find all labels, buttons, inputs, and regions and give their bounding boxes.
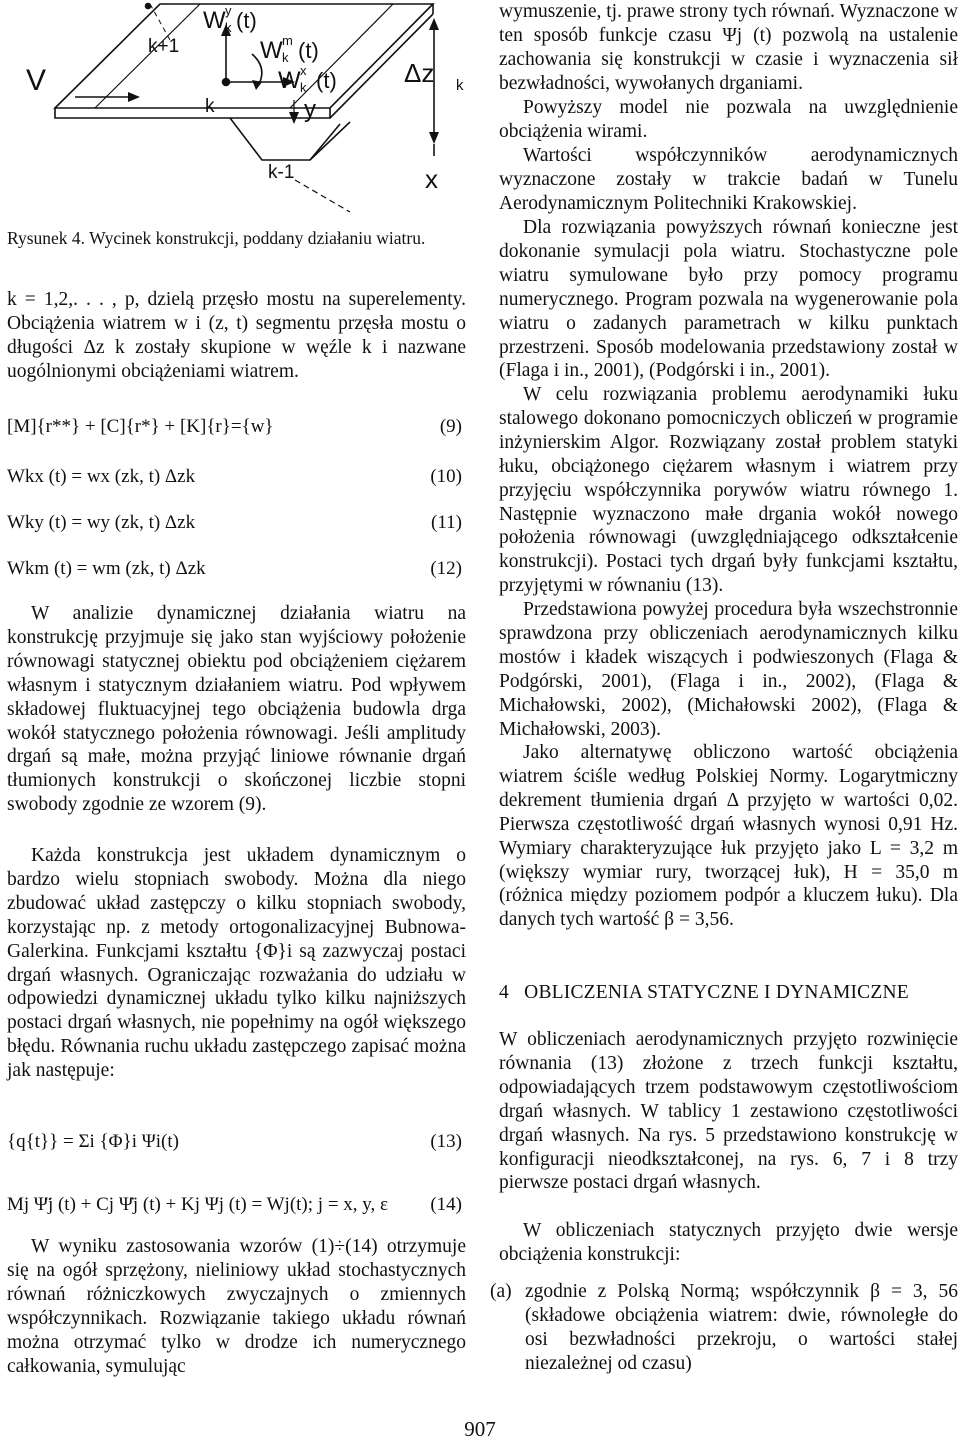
right-paragraph-4: Dla rozwiązania powyższych równań konieczne jest dokonanie symulacji pola wiatru. Stochastyczne pole wiatru symulowane było przy pomocy programu numerycznego. Program pozwala na wygenerowanie pola wiatru o zadanych parametrach w kilku punktach przestrzeni. Sposób modelowania przedstawiony został w (Flaga i in., 2001), (Podgórski i in., 2001). — [499, 217, 958, 382]
right-paragraph-5: W celu rozwiązania problemu aerodynamiki łuku stalowego dokonano pomocniczych obliczeń w programie inżynierskim Algor. Rozwiązany został problem statyki łuku, obciążonego ciężarem własnym i wiatrem przy przyjęciu współczynnika porywów wiatru równego 1. Następnie wyznaczono małe drgania wokół nowego położenia równowagi (uwzględniającego odkształcenie konstrukcji). Postaci tych drgań były funkcjami kształtu, przyjętymi w równaniu (13). — [499, 384, 958, 597]
list-item-a-label: (a) — [490, 1281, 512, 1302]
label-k-minus-1: k-1 — [268, 162, 295, 183]
svg-text:W: W — [203, 7, 226, 34]
right-paragraph-2: Powyższy model nie pozwala na uwzględnienie obciążenia wirami. — [499, 97, 958, 142]
svg-text:k: k — [282, 50, 289, 65]
bridge-segment-figure — [0, 0, 480, 215]
delta-z-label: Δz — [404, 58, 435, 88]
left-paragraph-2: W analizie dynamicznej działania wiatru na konstrukcję przyjmuje się jako stan wyjściowy położenie równowagi statycznej obiektu pod obciążeniem ciężarem własnym i statycznym działaniem wiatru. Pod wpływem składowej fluktuacyjnej tego obciążenia budowla drga wokół statycznego położenia równowagi. Jeśli amplitudy drgań są małe, można przyjąć liniowe równanie drgań tłumionych konstrukcji o skończonej liczbie stopni swobody zgodnie ze wzorem (9). — [7, 603, 466, 816]
left-paragraph-3: Każda konstrukcja jest układem dynamicznym o bardzo wielu stopniach swobody. Można dla niego zbudować układ zastępczy o kilku stopniach swobody, korzystając np. z metody ortogonalizacyjnej Bubnowa-Galerkina. Funkcjami kształtu {Φ}i są zazwyczaj postaci drgań własnych. Ograniczając rozważania do udziału w odpowiedzi dynamicznej układu tylko kilku najniższych postaci drgań własnych, nie popełnimy na ogół większego błędu. Równania ruchu układu zastępczego zapisać można jak następuje: — [7, 845, 466, 1082]
deck-front-edge — [55, 108, 330, 118]
svg-text:k: k — [456, 77, 464, 94]
svg-text:m: m — [282, 33, 293, 48]
equation-13: {q{t}} = Σi {Φ}i Ψi(t) (13) — [7, 1131, 462, 1152]
axis-y-label: y — [304, 96, 316, 123]
equation-14: Mj Ψ̈j (t) + Cj Ψ̇j (t) + Kj Ψj (t) = Wj(t); j = x, y, ε (14) — [7, 1194, 462, 1215]
girder-cross-section — [230, 118, 340, 160]
label-k-plus-1: k+1 — [148, 36, 180, 57]
equation-12: Wkm (t) = wm (zk, t) Δzk (12) — [7, 558, 462, 579]
right-paragraph-3: Wartości współczynników aerodynamicznych wyznaczone zostały w trakcie badań w Tunelu Aerodynamicznym Politechniki Krakowskiej. — [499, 145, 958, 214]
svg-text:(t): (t) — [316, 68, 337, 93]
right-paragraph-7: Jako alternatywę obliczono wartość obciążenia wiatrem ściśle według Polskiej Normy. Logarytmiczny dekrement tłumienia drgań Δ przyjęto w wartości 0,02. Pierwsza częstotliwość drgań własnych wynosi 0,91 Hz. Wymiary charakteryzujące łuk przyjęto jako L = 3,2 m (większy wymiar rury, tworzącej łuk), H = 35,0 m (różnica między poziomem podpór a kluczem łuku). Dla danych tych wartość β = 3,56. — [499, 742, 958, 931]
svg-text:W: W — [260, 37, 283, 64]
svg-text:k: k — [225, 20, 232, 35]
list-item-a-text: zgodnie z Polską Normą; współczynnik β = 3, 56 (składowe obciążenia wiatrem: dwie, równoległe do osi bezwładności przekroju, o wartości stałej niezależnej od czasu) — [525, 1281, 958, 1374]
right-paragraph-8: W obliczeniach aerodynamicznych przyjęto rozwinięcie równania (13) złożone z trzech funkcji kształtu, odpowiadających trzem podstawowym częstotliwościom drgań własnych. W tablicy 1 zestawiono częstotliwości drgań własnych. Na rys. 5 przedstawiono konstrukcję w konfiguracji nieodkształconej, na rys. 6, 7 i 8 trzy pierwsze postaci drgań własnych. — [499, 1029, 958, 1194]
page-number: 907 — [464, 1417, 496, 1441]
equation-10: Wkx (t) = wx (zk, t) Δzk (10) — [7, 466, 462, 487]
axis-x-label: x — [425, 164, 438, 194]
svg-text:x: x — [300, 63, 307, 78]
equation-9: [M]{r**} + [C]{r*} + [K]{r}={w} (9) — [7, 416, 462, 437]
label-k: k — [205, 96, 215, 117]
left-paragraph-1: k = 1,2,. . . , p, dzielą przęsło mostu na superelementy. Obciążenia wiatrem w i (z, t) segmentu przęsła mostu o długości Δz k zostały skupione w węźle k i nazwane uogólnionymi obciążeniami wiatrem. — [7, 289, 466, 382]
right-paragraph-6: Przedstawiona powyżej procedura była wszechstronnie sprawdzona przy obliczeniach aerodynamicznych kilku mostów i kładek wiszących i podwieszonych (Flaga & Podgórski, 2001), (Flaga i in., 2002), (Flaga & Michałowski, 2002), (Michałowski 2002), (Flaga & Michałowski, 2003). — [499, 599, 958, 740]
right-paragraph-9: W obliczeniach statycznych przyjęto dwie wersje obciążenia konstrukcji: — [499, 1220, 958, 1265]
svg-text:W: W — [278, 67, 301, 94]
equation-11: Wky (t) = wy (zk, t) Δzk (11) — [7, 512, 462, 533]
section-heading: 4 OBLICZENIA STATYCZNE I DYNAMICZNE — [499, 982, 909, 1003]
svg-text:(t): (t) — [298, 38, 319, 63]
left-paragraph-4: W wyniku zastosowania wzorów (1)÷(14) otrzymuje się na ogół sprzężony, nieliniowy układ stochastycznych równań różniczkowych zwyczajnych o zmiennych współczynnikach. Rozwiązanie takiego układu równań można otrzymać tylko w drodze ich numerycznego całkowania, symulując — [7, 1236, 466, 1377]
svg-text:y: y — [225, 3, 232, 18]
node-k — [223, 79, 230, 86]
right-paragraph-1: wymuszenie, tj. prawe strony tych równań. Wyznaczone w ten sposób funkcje czasu Ψj (t) pozwolą na ustalenie zachowania się konstrukcji w czasie i wyznaczenia sił bezwładności, wywołanych drganiami. — [499, 1, 958, 94]
wind-label: V — [26, 64, 47, 97]
svg-text:(t): (t) — [236, 8, 257, 33]
figure-caption: Rysunek 4. Wycinek konstrukcji, poddany działaniu wiatru. — [7, 228, 426, 248]
svg-text:k: k — [300, 80, 307, 95]
